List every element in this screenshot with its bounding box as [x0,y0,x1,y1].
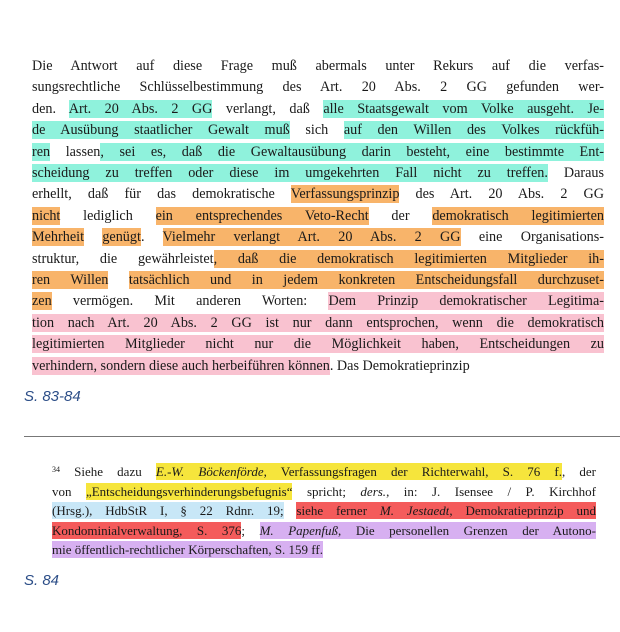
main-line [32,313,604,334]
highlighted-text-orange: demokratisch legitimierten [432,207,604,224]
plain-text: ; [241,522,260,538]
main-line [32,56,604,77]
highlighted-text-purple: M. Papenfuß [259,522,339,538]
footnote-line [52,460,596,482]
page-reference-1: S. 83-84 [24,388,81,405]
highlighted-text-teal: , sei es, daß die Gewaltausübung darin besteht, eine bestimmte Ent- [100,143,604,160]
main-line [32,227,604,248]
plain-text: , der [562,464,596,479]
plain-text: eine Organisations- [460,229,605,246]
plain-text: lassen [50,143,101,160]
plain-text: der [368,207,433,224]
main-line [32,291,604,312]
highlighted-text-pink: verhindern, sondern diese auch herbeiführen können [32,357,330,374]
highlighted-text-teal: de Ausübung staatlicher Gewalt muß [32,122,290,139]
highlighted-text-yellow: , Verfassungsfragen der Richterwahl, S. 76 f. [263,464,562,479]
plain-text: von [52,483,86,499]
highlighted-text-teal: alle Staatsgewalt vom Volke ausgeht. Je- [323,100,605,117]
plain-text [84,228,102,246]
plain-text: ders. [360,483,387,499]
highlighted-text-orange: Vielmehr verlangt Art. 20 Abs. 2 GG [162,229,461,246]
footnote-line [52,540,596,560]
main-line [32,249,604,270]
footnote-34 [52,460,596,560]
highlighted-text-yellow: „Entscheidungsverhinderungsbefugnis“ [85,483,293,499]
highlighted-text-orange: , daß die demokratisch legitimierten Mitglieder ih- [213,250,604,267]
main-line [32,206,604,227]
plain-text: verlangt, daß [212,100,324,117]
plain-text: Die Antwort auf diese Frage muß abermals unter Rekurs auf die verfas- [32,58,604,74]
plain-text: den. [32,100,69,117]
highlighted-text-red: Kondominialverwaltung, S. 376 [52,522,242,538]
main-line [32,184,604,205]
plain-text: , in: J. Isensee / P. Kirchhof [386,483,596,499]
page-reference-2: S. 84 [24,572,60,589]
highlighted-text-teal: scheidung zu treffen oder diese im umgekehrten Fall nicht zu treffen. [32,165,548,182]
plain-text: des Art. 20 Abs. 2 GG [399,186,605,203]
footnote-line [52,482,596,502]
main-line [32,356,604,377]
main-line [32,163,604,184]
plain-text: Daraus [547,165,604,182]
main-line [32,334,604,355]
highlighted-text-orange: zen [32,293,52,310]
plain-text: Siehe dazu [74,464,156,479]
plain-text: vermögen. Mit anderen Worten: [51,293,329,310]
highlighted-text-red: siehe ferner [296,503,380,519]
plain-text: sungsrechtliche Schlüsselbestimmung des Art. 20 Abs. 2 GG gefunden wer- [32,79,604,96]
main-line [32,142,604,163]
highlighted-text-yellow: E.-W. Böckenförde [155,464,264,479]
highlighted-text-purple: , Die personellen Grenzen der Autono- [338,522,596,538]
plain-text: sich [289,122,344,139]
main-line [32,77,604,98]
section-divider [24,436,620,437]
main-line [32,99,604,120]
highlighted-text-pink: legitimierten Mitglieder nicht nur die Möglichkeit haben, Entscheidungen zu [32,336,604,353]
plain-text [284,502,297,519]
plain-text: struktur, die gewährleistet [32,250,214,267]
plain-text: erhellt, daß für das demokratische [32,186,291,203]
highlighted-text-orange: Verfassungsprinzip [290,186,400,203]
highlighted-text-purple: mie öffentlich-rechtlicher Körperschaften, S. 159 ff. [52,542,323,558]
highlighted-text-teal: auf den Willen des Volkes rückfüh- [343,122,604,139]
main-line [32,120,604,141]
highlighted-text-teal: ren [32,143,51,160]
main-line [32,270,604,291]
footnote-line [52,521,596,541]
highlighted-text-orange: nicht [32,207,61,224]
plain-text [108,271,128,289]
highlighted-text-orange: tatsächlich und in jedem konkreten Entscheidungsfall durchzuset- [128,272,604,289]
book-excerpt-main-text [32,56,604,377]
highlighted-text-blue: (Hrsg.), HdbStR I, § 22 Rdnr. 19; [52,503,284,519]
plain-text: spricht; [292,483,361,499]
footnote-number: 34 [52,465,60,474]
footnote-line [52,501,596,521]
highlighted-text-orange: genügt [102,229,141,246]
highlighted-text-red: , Demokratieprinzip und [449,503,597,519]
highlighted-text-red: M. Jestaedt [379,503,450,519]
plain-text: lediglich [60,207,156,224]
plain-text: . [140,229,163,246]
highlighted-text-teal: Art. 20 Abs. 2 GG [68,100,213,117]
highlighted-text-orange: ein entsprechendes Veto-Recht [155,207,369,224]
plain-text: . Das Demokratieprinzip [329,357,470,374]
highlighted-text-pink: Dem Prinzip demokratischer Legitima- [328,293,604,310]
highlighted-text-orange: Mehrheit [32,229,85,246]
highlighted-text-pink: tion nach Art. 20 Abs. 2 GG ist nur dann entsprochen, wenn die demokratisch [32,314,604,331]
highlighted-text-orange: ren Willen [32,272,109,289]
